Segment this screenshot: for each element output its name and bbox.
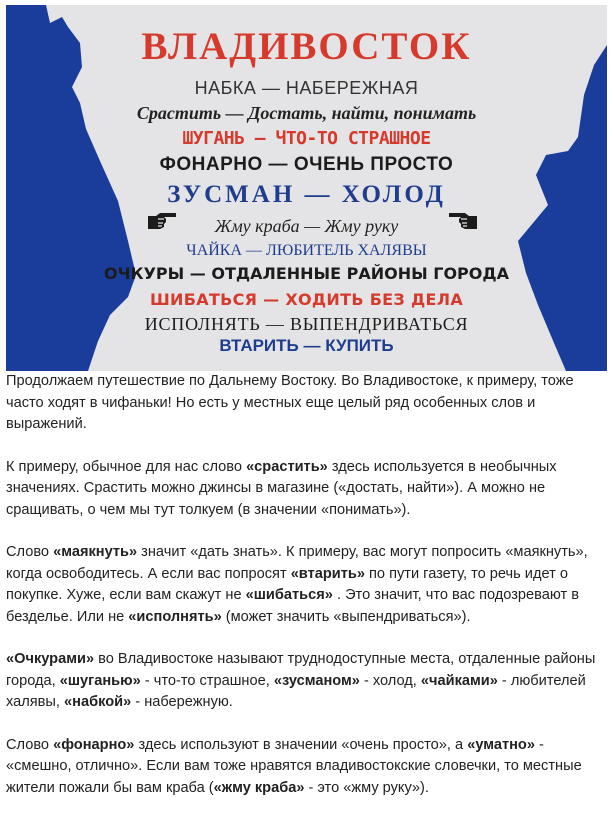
text-run: - набережную. [131,694,233,710]
text-run: здесь используют в значении «очень просто», а [134,736,468,753]
term-shugan: «шуганью» [59,672,141,689]
article-body [6,371,606,820]
phrase-fonarno: ФОНАРНО — ОЧЕНЬ ПРОСТО [159,154,454,175]
term-vtarit: «втарить» [290,565,365,582]
text-run: значит «дать знать». К примеру, вас могут попросить «маякнуть», когда освободитесь. А если вас попросят [6,544,588,582]
paragraph-fonarno [6,735,606,800]
text-run: - холод, [359,672,421,689]
phrase-ispolnyat: ИСПОЛНЯТЬ — ВЫПЕНДРИВАТЬСЯ [144,314,469,334]
phrase-nabka: НАБКА — НАБЕРЕЖНАЯ [194,78,419,98]
phrase-zusman: ЗУСМАН — ХОЛОД [167,181,446,208]
text-run: - что-то страшное, [140,672,274,689]
phrase-shugan: ШУГАНЬ — ЧТО-ТО СТРАШНОЕ [182,128,431,149]
text-run: во Владивостоке называют труднодоступные места, отдаленные районы города, [6,651,596,689]
poster-image [6,5,607,371]
term-mayaknut: «маякнуть» [53,544,138,560]
paragraph-mayaknut [6,542,606,628]
phrase-chaika: ЧАЙКА — ЛЮБИТЕЛЬ ХАЛЯВЫ [186,242,427,259]
term-chaiki: «чайками» [420,672,498,689]
term-srastit: «срастить» [246,458,328,475]
phrase-vtarit: ВТАРИТЬ — КУПИТЬ [219,336,394,355]
text-run: - «смешно, отлично». Если вам тоже нравятся владивостокские словечки, то местные жители пожали бы вам краба ( [6,736,582,796]
term-ochkury: «Очкурами» [6,651,95,667]
text-run: Продолжаем путешествие по Дальнему Востоку. Во Владивостоке, к примеру, тоже часто ходят в чифаньки! Но есть у местных еще целый ряд особенных слов и выражений. [6,373,574,432]
term-nabka: «набкой» [64,694,132,710]
term-shibatsya: «шибаться» [245,587,333,603]
text-run: Слово [6,736,54,753]
text-run: Слово [6,544,54,560]
term-zhmu-kraba: «жму краба» [213,779,305,796]
paragraph-ochkury [6,649,606,714]
text-run: К примеру, обычное для нас слово [6,458,247,475]
term-ispolnyat: «исполнять» [128,608,222,625]
text-run: - любителей халявы, [6,672,586,710]
pointing-hand-left-icon [447,210,479,232]
term-umatno: «уматно» [467,736,535,753]
phrase-ochkury: ОЧКУРЫ — ОТДАЛЕННЫЕ РАЙОНЫ ГОРОДА [103,264,509,283]
text-run: (может значить «выпендриваться»). [221,608,471,625]
paragraph-srastit [6,457,606,522]
phrase-shibatsya: ШИБАТЬСЯ — ХОДИТЬ БЕЗ ДЕЛА [149,290,464,309]
poster-title: ВЛАДИВОСТОК [141,25,472,68]
term-fonarno: «фонарно» [53,736,135,753]
term-zusman: «зусманом» [273,672,360,689]
phrase-srastit: Срастить — Достать, найти, понимать [136,103,477,123]
text-run: по пути газету, то речь идет о покупке. Хуже, если вам скажут не [6,565,568,603]
text-run: . Это значит, что вас подозревают в безделье. Или не [6,587,579,625]
paragraph-intro [6,371,606,436]
text-run: - это «жму руку»). [304,779,429,796]
text-run: здесь используется в необычных значениях. Срастить можно джинсы в магазине («достать, найти»). А можно не сращивать, о чем мы тут толкуем (в значении «понимать»). [6,458,557,518]
phrase-zhmu-kraba: Жму краба — Жму руку [214,216,399,236]
